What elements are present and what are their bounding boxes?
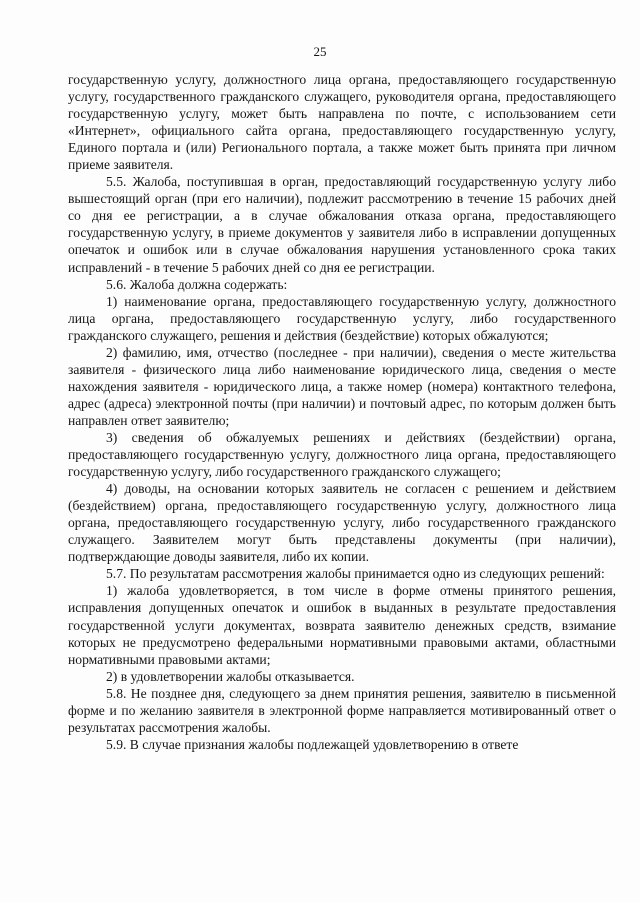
paragraph-5-6: 5.6. Жалоба должна содержать: (106, 276, 288, 292)
paragraph-5-6-item-3: 3) сведения об обжалуемых решениях и действиях (бездействии) органа, предоставляющего государственную услугу, должностного лица органа, предоставляющего государственную услугу, либо государственного гражданского служащего; (68, 429, 616, 480)
paragraph-5-9: 5.9. В случае признания жалобы подлежащей удовлетворению в ответе (106, 736, 519, 752)
paragraph-5-7-item-2: 2) в удовлетворении жалобы отказывается. (106, 668, 355, 684)
paragraph-5-7: 5.7. По результатам рассмотрения жалобы принимается одно из следующих решений: (106, 566, 605, 582)
paragraph-5-6-item-1: 1) наименование органа, предоставляющего государственную услугу, должностного лица органа, предоставляющего государственную услугу, либо государственного гражданского служащего, решения и действия (бездействие) которых обжалуются; (68, 293, 616, 343)
document-body (68, 71, 616, 753)
page-number: 25 (313, 44, 327, 59)
paragraph-5-6-item-4: 4) доводы, на основании которых заявитель не согласен с решением и действием (бездействием) органа, предоставляющего государственную услугу, должностного лица органа, предоставляющего государственную услугу, либо государственного гражданского служащего. Заявителем могут быть представлены документы (при наличии), подтверждающие доводы заявителя, либо их копии. (68, 481, 616, 565)
paragraph-5-5: 5.5. Жалоба, поступившая в орган, предоставляющий государственную услугу либо вышестоящий орган (при его наличии), подлежит рассмотрению в течение 15 рабочих дней со дня ее регистрации, а в случае обжалования отказа органа, предоставляющего государственную услугу, в приеме документов у заявителя либо в исправлении допущенных опечаток и ошибок или в случае обжалования нарушения установленного срока таких исправлений - в течение 5 рабочих дней со дня ее регистрации. (68, 174, 616, 275)
paragraph-5-7-item-1: 1) жалоба удовлетворяется, в том числе в форме отмены принятого решения, исправления допущенных опечаток и ошибок в выданных в результате предоставления государственной услуги документах, возврата заявителю денежных средств, взимание которых не предусмотрено федеральными нормативными правовыми актами, областными нормативными правовыми актами; (68, 583, 616, 667)
paragraph-5-6-item-2: 2) фамилию, имя, отчество (последнее - при наличии), сведения о месте жительства заявителя - физического лица либо наименование юридического лица, сведения о месте нахождения заявителя - юридического лица, а также номер (номера) контактного телефона, адрес (адреса) электронной почты (при наличии) и почтовый адрес, по которым должен быть направлен ответ заявителю; (68, 344, 616, 428)
paragraph-5-8: 5.8. Не позднее дня, следующего за днем принятия решения, заявителю в письменной форме и по желанию заявителя в электронной форме направляется мотивированный ответ о результатах рассмотрения жалобы. (68, 685, 616, 735)
paragraph-continuation: государственную услугу, должностного лица органа, предоставляющего государственную услугу, государственного гражданского служащего, руководителя органа, предоставляющего государственную услугу, может быть направлена по почте, с использованием сети «Интернет», официального сайта органа, предоставляющего государственную услугу, Единого портала и (или) Регионального портала, а также может быть принята при личном приеме заявителя. (68, 72, 616, 173)
